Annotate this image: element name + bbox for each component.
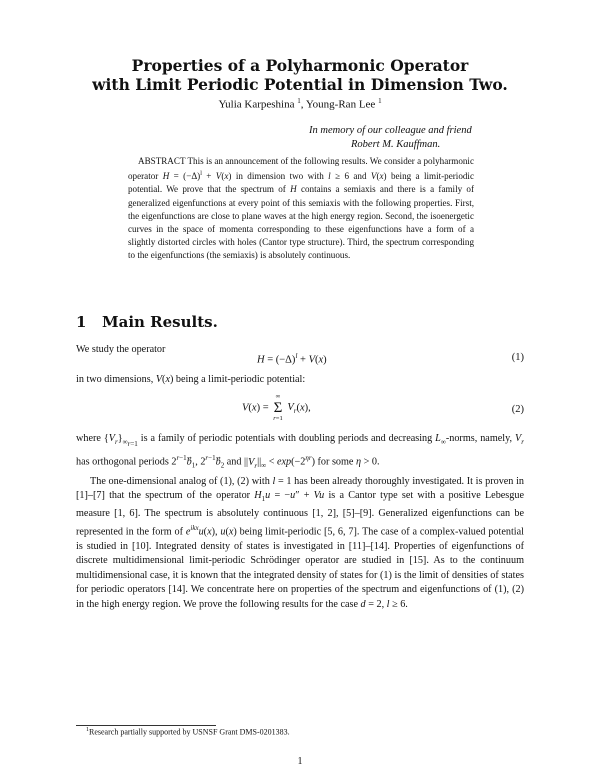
equation-2-label: (2)	[511, 404, 524, 415]
page-number: 1	[297, 756, 303, 767]
author-1-footnote-mark: 1	[297, 97, 301, 105]
title-line-1: Properties of a Polyharmonic Operator	[131, 56, 469, 75]
dedication	[309, 124, 472, 152]
dedication-line-1: In memory of our colleague and friend	[309, 125, 472, 136]
equation-1-label: (1)	[511, 352, 524, 363]
dedication-line-2: Robert M. Kauffman.	[351, 139, 441, 150]
author-list: Yulia Karpeshina $^1$, Young-Ran Lee $^1$	[218, 97, 382, 111]
title-line-2: with Limit Periodic Potential in Dimension Two.	[92, 75, 508, 94]
footnote-text: Research partially supported by USNSF Grant DMS-0201383.	[89, 727, 290, 737]
author-2: Young-Ran Lee	[305, 98, 376, 111]
author-1: Yulia Karpeshina	[218, 98, 295, 111]
paper-title	[60, 56, 540, 94]
equation-1	[76, 352, 524, 368]
footnote-mark: 1	[86, 727, 89, 733]
abstract-label: ABSTRACT	[138, 156, 186, 166]
paragraph-potential: in two dimensions, V(x) being a limit-periodic potential:	[76, 374, 306, 385]
equation-2	[76, 393, 524, 429]
paragraph-intro: We study the operator	[76, 344, 166, 355]
footnote	[86, 727, 290, 737]
paragraph-one-dimensional: The one-dimensional analog of (1), (2) with l = 1 has been already thoroughly investigated. It is proven in [1]–[7] that the spectrum of the operator $H_1u = -u'' + Vu$ is a Cantor type set with a positive Lebesgue measure [1, 6]. The spectrum is absolutely continuous [1, 2], [5]–[9]. Generalized eigenfunctions can be represented in the form of $e^{ikx}u(x)$, u(x) being limit-periodic [5, 6, 7]. The case of a complex-valued potential is studied in [10]. Integrated density of states is investigated in [11]–[14]. Properties of eigenfunctions of discrete multidimensional limit-periodic Schrödinger operator are studied in [15]. As to the continuum multidimensional case, it is known that the integrated density of states for (1) is the limit of densities of states for periodic operators [14]. We concentrate here on properties of the spectrum and eigenfunctions of (1), (2) in the high energy region. We prove the following results for the case d = 2, l ≥ 6.	[76, 476, 524, 610]
footnote-rule	[76, 725, 216, 726]
equation-1-body: $H = (-\Delta)^l + V(x)$	[257, 352, 327, 366]
author-2-footnote-mark: 1	[378, 97, 382, 105]
section-heading	[76, 313, 218, 331]
equation-2-body: V(x) = ∞ Σ r=1 $V_r(x)$,	[242, 393, 311, 422]
section-title: Main Results.	[102, 313, 218, 331]
paragraph-family: where $\{V_r\}_{\infty r=1}$ is a family of periodic potentials with doubling periods and decreasing $L_\infty$-norms, namely, $V_r$ has orthogonal periods $2^{r-1}b_1$, $2^{r-1}b_2$ and $||V_r||_\infty < \exp(-2^{\eta r})$ for some η > 0.	[76, 433, 524, 470]
section-number: 1	[76, 313, 87, 331]
abstract: ABSTRACT This is an announcement of the following results. We consider a polyharmonic operator $H = (-\Delta)^l + V(x)$ in dimension two with l ≥ 6 and V(x) being a limit-periodic potential. We prove that the spectrum of H contains a semiaxis and there is a family of generalized eigenfunctions at every point of this semiaxis with the following properties. First, the eigenfunctions are close to plane waves at the high energy region. Second, the isoenergetic curves in the space of momenta corresponding to these eigenfunctions have a form of a slightly distorted circles with holes (Cantor type structure). Third, the spectrum corresponding to the eigenfunctions (the semiaxis) is absolutely continuous.	[128, 156, 474, 261]
